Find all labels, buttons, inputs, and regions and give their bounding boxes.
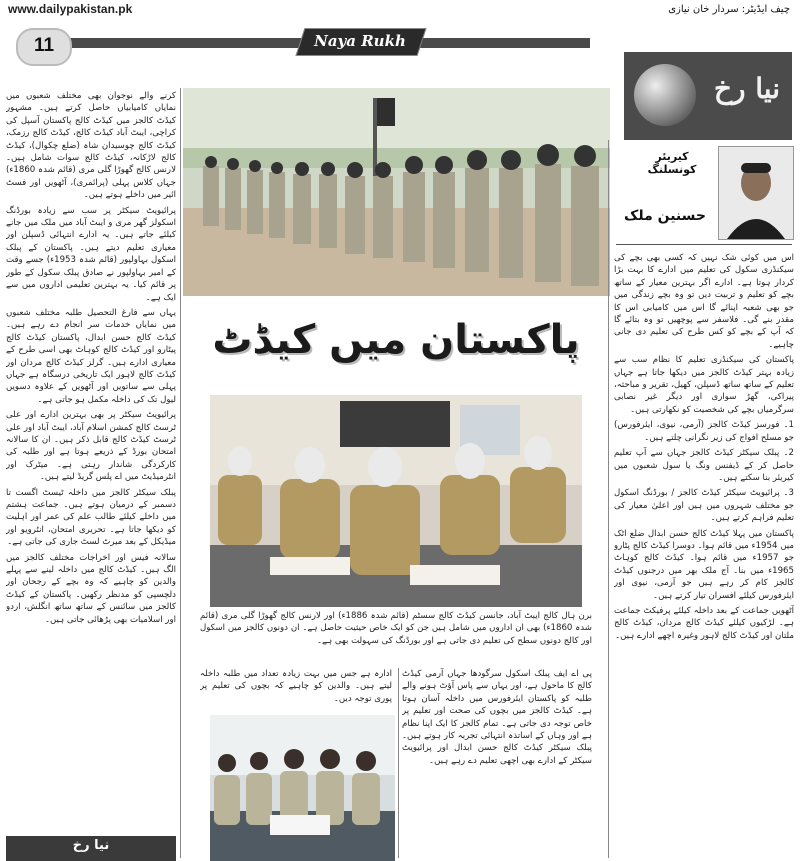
paragraph: پاکستان کی سیکنڈری تعلیم کا نظام سب سے زیادہ بہتر کیڈٹ کالجز میں دیکھا جاتا ہے جہاں تعلیم کے ساتھ ساتھ ڈسپلن، کھیل، تقریر و مباحثہ، پیراکی، گھڑ سواری اور دیگر غیر نصابی سرگرمیاں بچے کی شخصیت کو نکھارتی ہیں۔: [614, 355, 794, 415]
paragraph: 2۔ پبلک سیکٹر کیڈٹ کالجز جہاں سے آپ تعلیم حاصل کر کے ڈیفنس ونگ یا سول شعبوں میں کیریئر بنا سکتے ہیں۔: [614, 448, 794, 483]
paragraph: آٹھویں جماعت کے بعد داخلہ کیلئے پرفیکٹ جماعت ہے۔ لڑکیوں کیلئے کیڈٹ کالج مردان، کیڈٹ کالج ملتان اور کیڈٹ کالج لاہور وغیرہ اچھے ادارے ہیں۔: [614, 605, 794, 641]
paragraph: 3۔ پرائیویٹ سیکٹر کیڈٹ کالجز / بورڈنگ اسکول جو مختلف شہروں میں ہیں اور اعلیٰ معیار کی تعلیم فراہم کرتے ہیں۔: [614, 488, 794, 524]
site-url[interactable]: www.dailypakistan.pk: [8, 2, 133, 16]
paragraph: پرائیویٹ سیکٹر پر سب سے زیادہ بورڈنگ اسکولز گھر مری و ایبٹ آباد میں ملک میں جانے کیلئے جاتے ہیں۔ یہ ادارے انتہائی ڈسپلن اور معیاری تعلیم دیتے ہیں۔ پاکستان کے پبلک اسکول بہاولپور (قائم شدہ 1953ء) جسے وقت کے امیر بہاولپور نے صادق پبلک سکول کے طور پر قائم کیا۔ یہ بہترین تعلیمی اداروں میں سے ایک ہے۔: [6, 205, 176, 303]
author-photo: [718, 146, 794, 240]
paragraph: کرنے والے نوجوان بھی مختلف شعبوں میں نمایاں کامیابیاں حاصل کرتے ہیں۔ مشہور کیڈٹ کالجز میں کیڈٹ کالج پاکستان آسپل کی کراچی، ایبٹ آباد کیڈٹ کالج، کیڈٹ کالج رزمک، کیڈٹ کالج چوسیدان شاہ (ضلع چکوال)، کیڈٹ کالج لاڑکانہ، کیڈٹ کالج سوات شامل ہیں۔ لارنس کالج گھوڑا گلی مری (قائم شدہ 1860ء) جہاں کلاس پہلی (پرائمری)، آٹھویں اور فسٹ ائیر میں داخلے ہوتے ہیں۔: [6, 91, 176, 201]
paragraph: پرائیویٹ سیکٹر پر بھی بہترین ادارے اور علی ٹرسٹ کالج کمشن اسلام آباد، ایبٹ آباد اور علی ٹرسٹ کیڈٹ کالج قابل ذکر ہیں۔ ان کا سالانہ امتحان بورڈ کے ذریعے ہوتا ہے اور طلبہ کی کارکردگی شاندار رہتی ہے۔ میٹرک اور انٹرمیڈیٹ میں اے پلس گریڈ لیتے ہیں۔: [6, 410, 176, 483]
paragraph: اس میں کوئی شک نہیں کہ کسی بھی بچے کی سیکنڈری سکول کی تعلیم میں ادارے کا بہت بڑا کردار ہوتا ہے۔ ادارے اگر بہترین معیار کے ساتھ بچے کو تعلیم و تربیت دیں تو وہ بچے زندگی میں جو بھی شعبہ اپنائے گا اس میں کامیابی اس کا مقدر بنے گی۔ فلاسفر سے پوچھیں تو وہ بتائے گا کہ آپ کے بچے کو کس طرح کی تعلیم دی جانی چاہیے۔: [614, 253, 794, 350]
column-divider: [398, 668, 399, 858]
article-right-column: [614, 252, 794, 858]
laboratory-photo: [210, 715, 395, 861]
page-number-badge: [16, 28, 72, 66]
article-middle-column: [402, 668, 592, 860]
page-number: 11: [33, 35, 55, 56]
bottom-section-title: نیا رخ: [72, 838, 110, 853]
column-category-label: کیریئر کونسلنگ: [647, 150, 697, 176]
parade-photo: [183, 88, 610, 296]
section-logo: [624, 52, 792, 140]
paragraph: برن ہال کالج ایبٹ آباد، جانسن کیڈٹ کالج سسٹم (قائم شدہ 1886ء) اور لارنس کالج گھوڑا گلی مری (قائم شدہ 1860ء) بھی ان اداروں میں شامل ہیں جن کو ایک خاص حیثیت حاصل ہے۔ ان دونوں کالجز میں اسکول اور کالج دونوں سطح کی تعلیم دی جاتی ہے اور بورڈنگ کی سہولت بھی ہے۔: [200, 611, 592, 646]
article-left-column: [6, 90, 176, 830]
paragraph: سالانہ فیس اور اخراجات مختلف کالجز میں الگ ہیں۔ کیڈٹ کالج میں داخلہ لینے سے پہلے والدین کو چاہیے کہ وہ بچے کے رجحان اور دلچسپی کو مدنظر رکھیں۔ پاکستان کے کیڈٹ کالجز میں سائنس کے ساتھ ساتھ انگلش، اردو اور اسلامیات بھی پڑھائی جاتی ہیں۔: [6, 552, 176, 625]
column-divider: [180, 88, 181, 858]
classroom-photo: [210, 395, 582, 607]
article-middle-text: [200, 610, 592, 668]
editor-line: چیف ایڈیٹر: سردار خان نیازی: [668, 4, 790, 15]
article-middle-column-left: [200, 668, 392, 714]
logo-text: نیا رخ: [713, 72, 780, 105]
paragraph: 1۔ فورسز کیڈٹ کالجز (آرمی، نیوی، ایئرفورس) جو مسلح افواج کی زیر نگرانی چلتے ہیں۔: [614, 420, 794, 443]
paragraph: ادارہ ہے جس میں بہت زیادہ تعداد میں طلبہ داخلہ لیتے ہیں۔ والدین کو چاہیے کہ بچوں کی تعلیم پر پوری توجہ دیں۔: [200, 669, 392, 704]
globe-icon: [634, 64, 696, 126]
paragraph: یہاں سے فارغ التحصیل طلبہ مختلف شعبوں میں نمایاں خدمات سر انجام دے رہے ہیں۔ کیڈٹ کالج حسن ابدال، پاکستان کیڈٹ کالج پیٹارو اور کیڈٹ کالج کوہاٹ بھی اسی طرح کے معیاری ادارے ہیں۔ گرلز کیڈٹ کالج مردان اور کیڈٹ کالج لاہور ایک تاریخی درسگاہ ہے جہاں پہلی سے ساتویں اور آٹھویں کے علاوہ دسویں لیول تک کی داخلہ مکمل ہو جاتی ہے۔: [6, 307, 176, 405]
paragraph: پاکستان میں پہلا کیڈٹ کالج حسن ابدال ضلع اٹک میں 1954ء میں قائم ہوا۔ دوسرا کیڈٹ کالج پٹارو جو 1957ء میں قائم ہوا۔ کیڈٹ کالج کوہاٹ 1965ء میں بنا۔ آج ملک بھر میں درجنوں کیڈٹ کالجز کام کر رہے ہیں جو آرمی، نیوی اور ایئرفورس کیلئے افسران تیار کرتے ہیں۔: [614, 528, 794, 601]
headline: پاکستان میں کیڈٹ: [212, 317, 580, 363]
author-name: حسنین ملک: [624, 208, 706, 224]
column-divider: [608, 140, 609, 858]
divider: [616, 244, 792, 245]
section-title: Naya Rukh: [314, 32, 406, 50]
paragraph: پبلک سیکٹر کالجز میں داخلہ ٹیسٹ اگست تا دسمبر کے درمیان ہوتے ہیں۔ جماعت ہشتم میں داخلے کیلئے طالب علم کی عمر اور اہلیت کو دیکھا جاتا ہے۔ تحریری امتحان، انٹرویو اور میڈیکل کے بعد میرٹ لسٹ جاری کی جاتی ہے۔: [6, 487, 176, 548]
paragraph: پی اے ایف پبلک اسکول سرگودھا جہاں آرمی کیڈٹ کالج کا ماحول ہے، اور یہاں سے پاس آؤٹ ہونے والے طلبہ کو پاکستان ایئرفورس میں داخلہ آسان ہوتا ہے۔ کیڈٹ کالجز میں بچوں کی صحت اور تعلیم پر خاص توجہ دی جاتی ہے۔ تمام کالجز کا ایک اپنا نظام ہے اور وہاں کے اساتذہ انتہائی تجربہ کار ہوتے ہیں۔ پبلک سیکٹر کیڈٹ کالج حسن ابدال اور پرائیویٹ سیکٹر کے ادارے بھی اچھی تعلیم دے رہے ہیں۔: [402, 669, 592, 766]
